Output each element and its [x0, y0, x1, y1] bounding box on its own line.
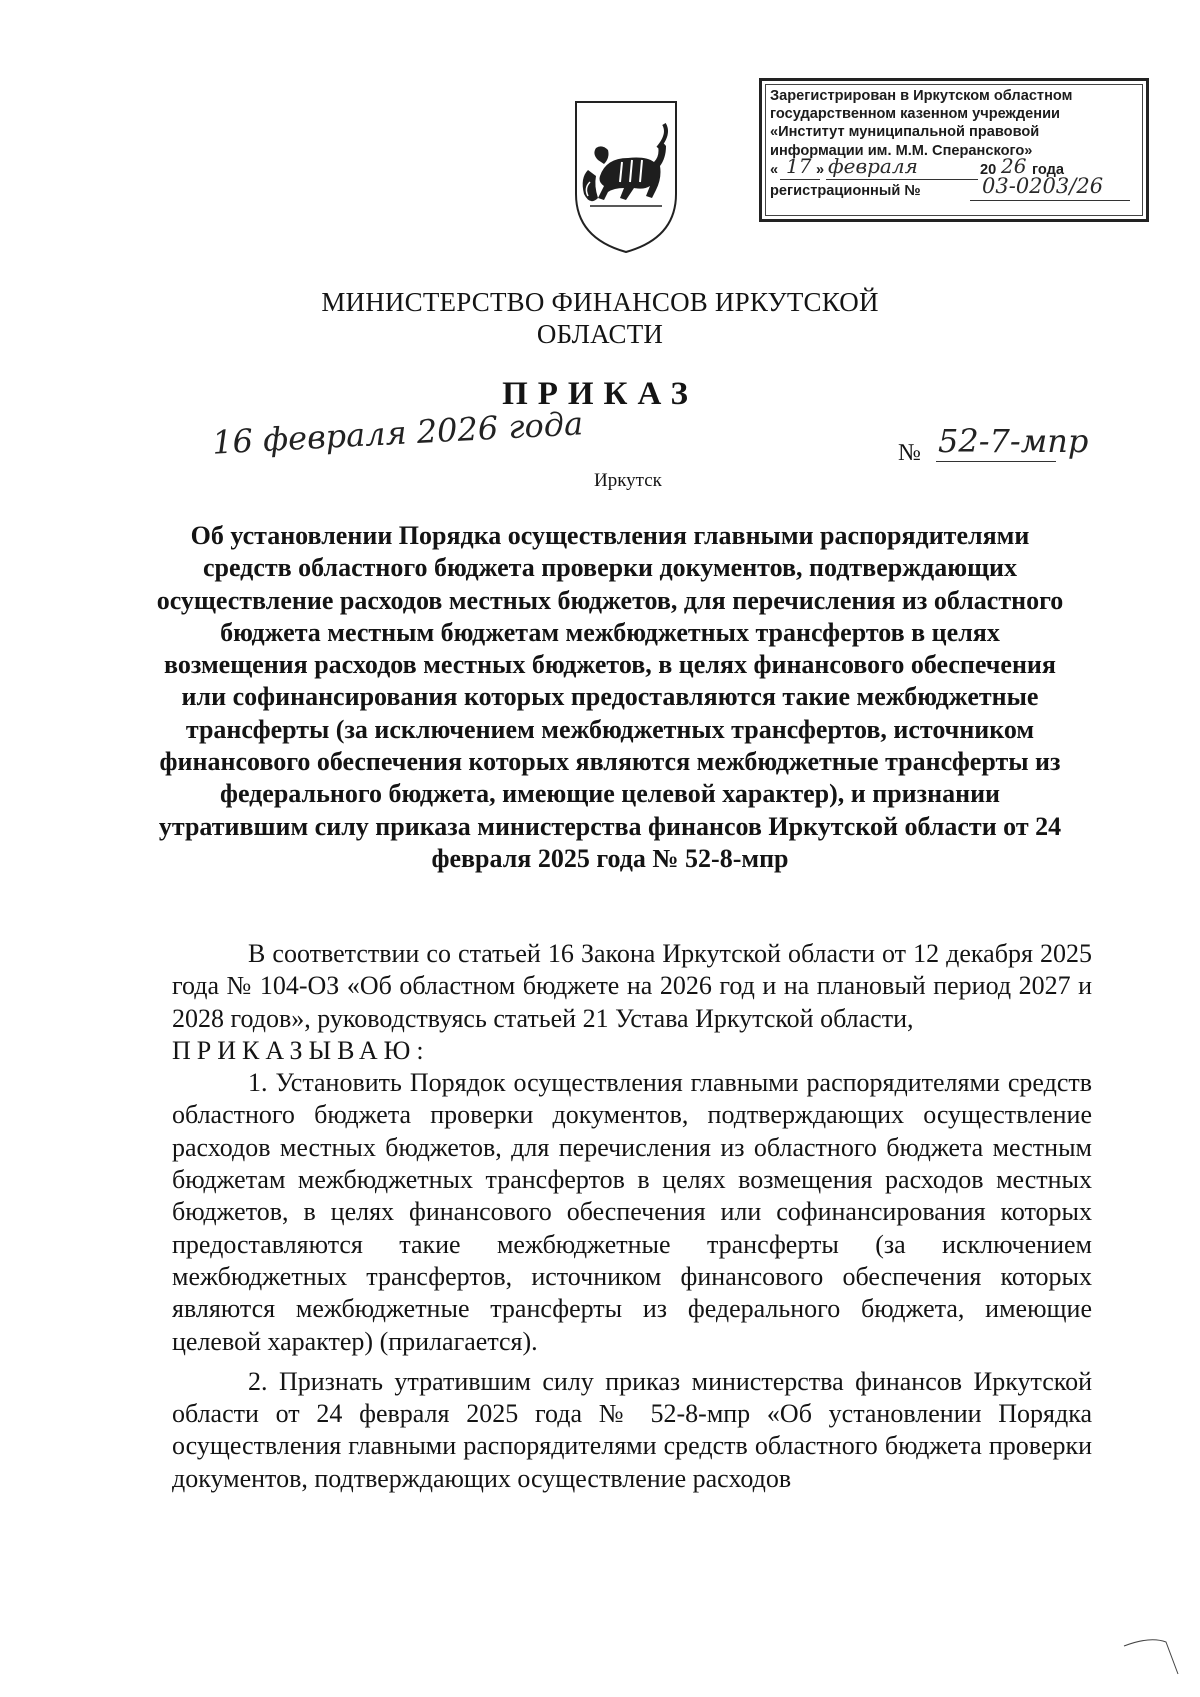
coat-of-arms-icon: [570, 98, 682, 256]
stamp-line-1: Зарегистрирован в Иркутском областном: [770, 88, 1073, 104]
ministry-name: МИНИСТЕРСТВО ФИНАНСОВ ИРКУТСКОЙ ОБЛАСТИ: [321, 287, 879, 349]
stamp-year-suffix: 26: [1001, 153, 1027, 178]
stamp-day: 17: [786, 153, 812, 178]
document-type: ПРИКАЗ: [502, 376, 698, 412]
order-item-2: 2. Признать утратившим силу приказ министерства финансов Иркутской области от 24 февраля 2025 года № 52-8-мпр «Об установлении Порядка осуществления главными распорядителями средств областного бюджета проверки документов, подтверждающих осуществление расходов: [172, 1366, 1092, 1493]
stamp-reg-label: регистрационный №: [770, 182, 921, 199]
stamp-reg-number: 03-0203/26: [982, 173, 1104, 198]
document-body: [172, 938, 1092, 1495]
page-corner-mark: [1120, 1628, 1180, 1678]
handwritten-number: 52-7-мпр: [938, 422, 1089, 460]
stamp-line-4: информации им. М.М. Сперанского»: [770, 142, 1033, 159]
stamp-year-label: года: [1032, 161, 1064, 178]
order-word: ПРИКАЗЫВАЮ:: [172, 1035, 430, 1065]
city-name: Иркутск: [594, 470, 662, 491]
number-sign: №: [898, 440, 921, 466]
stamp-quote-close: »: [816, 161, 825, 178]
stamp-year-prefix: 20: [980, 161, 997, 178]
preamble-paragraph: В соответствии со статьей 16 Закона Иркутской области от 12 декабря 2025 года № 104-ОЗ «Об областном бюджете на 2026 год и на плановый период 2027 и 2028 годов», руководствуясь статьей 21 Устава Иркутской области,: [172, 939, 1092, 1033]
registration-stamp: [759, 78, 1149, 222]
stamp-quote-open: «: [770, 161, 779, 178]
handwritten-date: 16 февраля 2026 года: [211, 404, 584, 462]
stamp-line-2: государственном казенном учреждении: [770, 106, 1061, 123]
document-title: Об установлении Порядка осуществления главными распорядителями средств областного бюджета проверки документов, подтверждающих осуществление расходов местных бюджетов, для перечисления из областного бюджета местным бюджетам межбюджетных трансфертов в целях возмещения расходов местных бюджетов, в целях финансового обеспечения или софинансирования которых предоставляются такие межбюджетные трансферты (за исключением межбюджетных трансфертов, источником финансового обеспечения которых являются межбюджетные трансферты из федерального бюджета, имеющие целевой характер), и признании утратившим силу приказа министерства финансов Иркутской области от 24 февраля 2025 года № 52-8-мпр: [156, 521, 1064, 873]
stamp-reg-row: [770, 173, 1140, 202]
order-item-1: 1. Установить Порядок осуществления главными распорядителями средств областного бюджета проверки документов, подтверждающих осуществление расходов местных бюджетов, для перечисления из областного бюджета местным бюджетам межбюджетных трансфертов в целях возмещения расходов местных бюджетов, в целях финансового обеспечения или софинансирования которых предоставляются такие межбюджетные трансферты (за исключением межбюджетных трансфертов, источником финансового обеспечения которых являются межбюджетные трансферты из федерального бюджета, имеющие целевой характер) (прилагается).: [172, 1068, 1092, 1356]
stamp-month: февраля: [828, 153, 918, 178]
stamp-line-3: «Институт муниципальной правовой: [770, 124, 1040, 141]
